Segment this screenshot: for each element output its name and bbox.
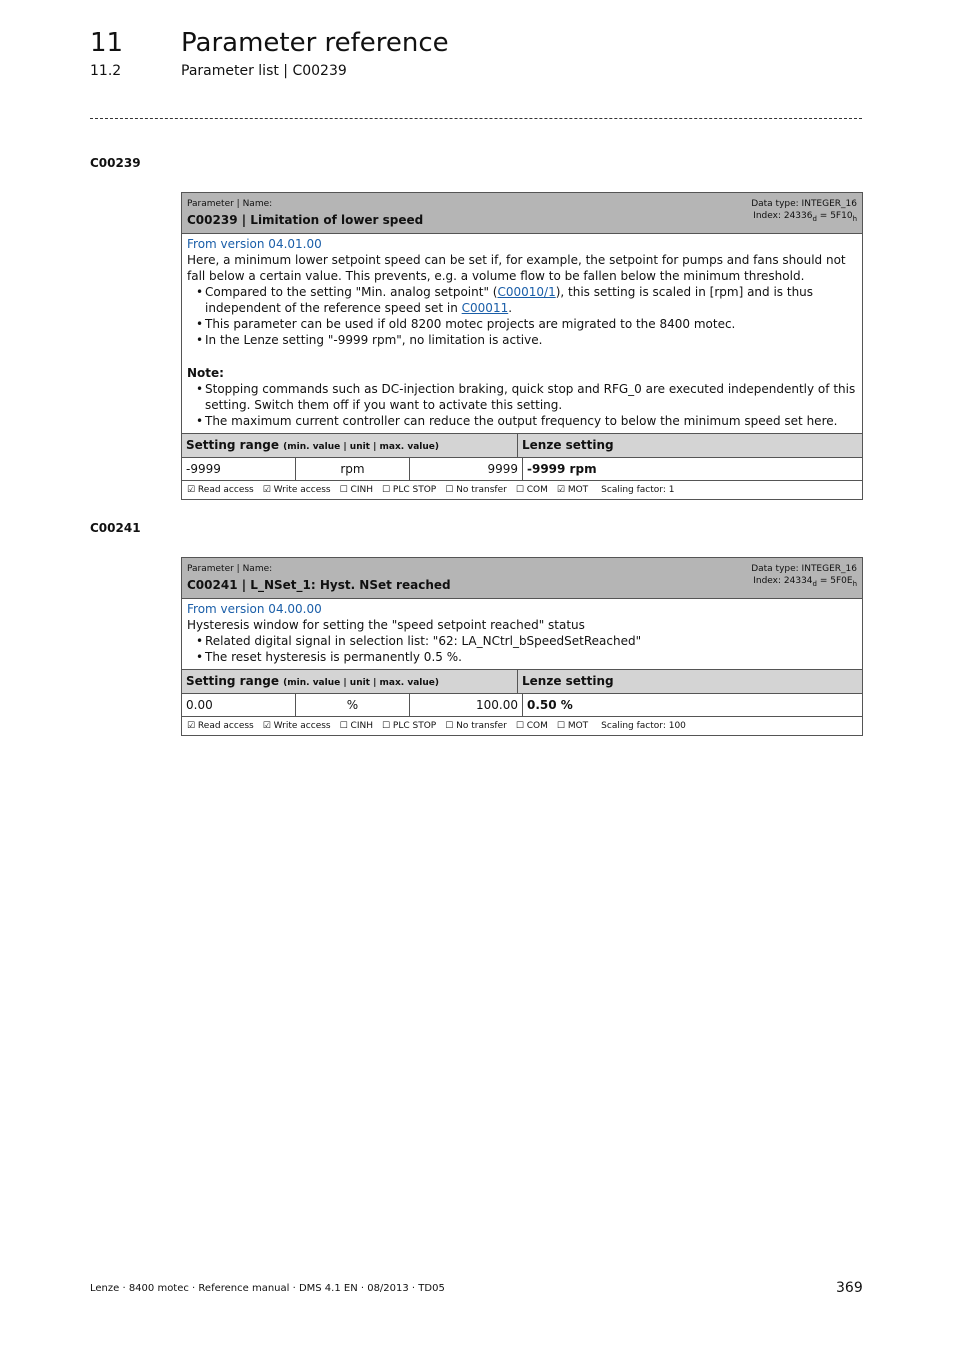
list-item: • This parameter can be used if old 8200 motec projects are migrated to the 8400 motec. [205,316,857,332]
unit: % [296,694,410,716]
setting-range-label: Setting range (min. value | unit | max. value) [182,434,518,457]
bullet-list [187,284,857,348]
note-list [187,381,857,429]
no-transfer-flag: ☐ No transfer [445,721,507,731]
plc-stop-flag: ☐ PLC STOP [382,485,437,495]
parameter-name: C00241 | L_NSet_1: Hyst. NSet reached [187,578,451,592]
mot-flag: ☑ MOT [556,485,589,495]
plc-stop-flag: ☐ PLC STOP [382,721,437,731]
access-flags [182,717,862,735]
version-note: From version 04.00.00 [187,602,322,616]
list-item: • The maximum current controller can reduce the output frequency to below the minimum speed set here. [205,413,857,429]
lenze-setting-value: -9999 rpm [527,462,597,476]
write-access-flag: ☑ Write access [262,485,331,495]
parameter-table-c00241 [181,557,863,736]
data-type: Data type: INTEGER_16 [751,199,857,209]
read-access-flag: ☑ Read access [187,485,254,495]
setting-range-values [182,458,862,481]
max-value: 100.00 [410,694,523,716]
version-note: From version 04.01.00 [187,237,322,251]
parameter-index: Index: $24336_d = 5F10_h$ [753,211,857,223]
list-item: • In the Lenze setting "-9999 rpm", no limitation is active. [205,332,857,348]
cinh-flag: ☐ CINH [339,721,373,731]
min-value: 0.00 [182,694,296,716]
parameter-name-label: Parameter | Name: [187,199,273,209]
list-item: • Stopping commands such as DC-injection braking, quick stop and RFG_0 are executed independently of this setting. Switch them off if you want to activate this setting. [205,381,857,413]
scaling-factor: Scaling factor: 1 [601,485,675,495]
link-c00011[interactable]: C00011 [461,301,509,315]
unit: rpm [296,458,410,480]
link-c00010-1[interactable]: C00010/1 [497,285,556,299]
list-item: • Compared to the setting "Min. analog setpoint" (C00010/1), this setting is scaled in [rpm] and is thus independent of the reference speed set in C00011. [205,284,857,316]
setting-range-label: Setting range (min. value | unit | max. value) [182,670,518,693]
chapter-title: Parameter reference [181,28,449,58]
access-flags [182,481,862,499]
section-number: 11.2 [90,63,122,79]
parameter-heading: C00241 [90,521,141,535]
com-flag: ☐ COM [515,485,548,495]
parameter-heading: C00239 [90,156,141,170]
note-label: Note: [187,366,224,380]
chapter-number: 11 [90,28,124,58]
lenze-setting-value: 0.50 % [527,698,573,712]
write-access-flag: ☑ Write access [262,721,331,731]
lenze-setting-label: Lenze setting [522,438,614,452]
setting-range-header [182,670,862,694]
bullet-list [187,633,857,665]
read-access-flag: ☑ Read access [187,721,254,731]
parameter-description [182,234,862,434]
lenze-setting-label: Lenze setting [522,674,614,688]
parameter-table-header [182,193,862,234]
list-item: • Related digital signal in selection list: "62: LA_NCtrl_bSpeedSetReached" [205,633,857,649]
no-transfer-flag: ☐ No transfer [445,485,507,495]
cinh-flag: ☐ CINH [339,485,373,495]
list-item: • The reset hysteresis is permanently 0.5 %. [205,649,857,665]
parameter-name: C00239 | Limitation of lower speed [187,213,424,227]
description-text: Here, a minimum lower setpoint speed can be set if, for example, the setpoint for pumps and fans should not fall below a certain value. This prevents, e.g. a volume flow to be fallen below the minimum threshold. [187,253,846,283]
com-flag: ☐ COM [515,721,548,731]
mot-flag: ☐ MOT [556,721,589,731]
parameter-table-header [182,558,862,599]
setting-range-header [182,434,862,458]
setting-range-values [182,694,862,717]
parameter-name-label: Parameter | Name: [187,564,273,574]
parameter-description [182,599,862,670]
parameter-table-c00239 [181,192,863,500]
max-value: 9999 [410,458,523,480]
footer-text: Lenze · 8400 motec · Reference manual · DMS 4.1 EN · 08/2013 · TD05 [90,1283,445,1294]
header-divider [90,118,862,119]
data-type: Data type: INTEGER_16 [751,564,857,574]
description-text: Hysteresis window for setting the "speed setpoint reached" status [187,618,585,632]
scaling-factor: Scaling factor: 100 [601,721,686,731]
min-value: -9999 [182,458,296,480]
section-title: Parameter list | C00239 [181,63,347,79]
parameter-index: Index: $24334_d = 5F0E_h$ [753,576,857,588]
page-number: 369 [836,1280,863,1296]
